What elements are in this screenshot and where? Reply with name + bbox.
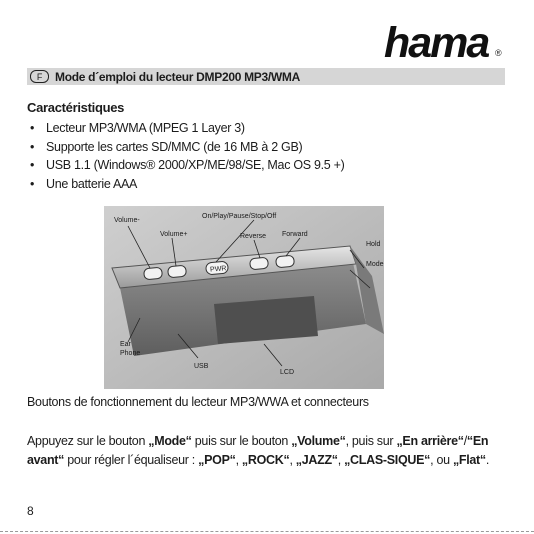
instruction-emphasis: „POP“ <box>198 452 236 467</box>
device-photo <box>104 206 384 389</box>
instruction-text: , <box>337 452 345 467</box>
instruction-text: pour régler l´équaliseur : <box>64 452 199 467</box>
instructions-paragraph <box>27 432 507 469</box>
instruction-emphasis: „En arrière“ <box>396 434 464 448</box>
registered-mark: ® <box>495 48 502 58</box>
bullet-icon: • <box>30 139 35 154</box>
list-item <box>27 156 344 175</box>
instruction-text: , ou <box>430 452 453 467</box>
figure-caption: Boutons de fonctionnement du lecteur MP3/WWA et connecteurs <box>27 395 369 409</box>
reverse-button <box>250 257 269 270</box>
instruction-text: , <box>235 452 242 467</box>
mode-label: Mode <box>366 261 384 268</box>
instruction-text: , puis sur <box>345 434 397 448</box>
language-badge: F <box>30 70 49 83</box>
instruction-emphasis: „JAZZ“ <box>295 452 338 467</box>
features-heading: Caractéristiques <box>27 100 125 115</box>
section-title: Mode d´emploi du lecteur DMP200 MP3/WMA <box>55 69 300 84</box>
volume-minus-label: Volume- <box>114 217 140 224</box>
list-item <box>27 119 344 138</box>
features-list <box>27 119 344 193</box>
page-number: 8 <box>27 504 34 518</box>
instruction-text: Appuyez sur le bouton <box>27 434 149 448</box>
bullet-icon: • <box>30 158 35 172</box>
list-item <box>27 175 344 194</box>
instruction-emphasis: „Volume“ <box>291 434 346 448</box>
instruction-text: , <box>289 452 296 467</box>
volume-minus-button <box>144 267 163 280</box>
forward-button <box>276 255 295 268</box>
instruction-emphasis: “En avant“ <box>27 434 489 467</box>
instruction-text: / <box>463 434 467 448</box>
lcd-label: LCD <box>280 369 295 376</box>
lcd-screen <box>214 296 318 344</box>
power-button-label: PWR <box>209 265 227 274</box>
device-illustration <box>104 206 384 389</box>
instruction-emphasis: „Flat“ <box>452 452 486 467</box>
list-item-text: USB 1.1 (Windows® 2000/XP/ME/98/SE, Mac OS 9.5 +) <box>46 158 345 172</box>
instruction-emphasis: „ROCK“ <box>241 452 290 467</box>
hama-logo: hama <box>384 19 489 67</box>
section-banner <box>27 68 505 85</box>
volume-plus-label: Volume+ <box>160 231 188 238</box>
list-item <box>27 138 344 157</box>
list-item-text: Supporte les cartes SD/MMC (de 16 MB à 2 GB) <box>46 139 303 154</box>
list-item-text: Lecteur MP3/WMA (MPEG 1 Layer 3) <box>46 121 245 135</box>
instruction-emphasis: „Mode“ <box>148 434 192 448</box>
bullet-icon: • <box>30 121 35 135</box>
on-play-label: On/Play/Pause/Stop/Off <box>202 213 277 220</box>
bottom-divider <box>0 531 534 532</box>
list-item-text: Une batterie AAA <box>46 176 138 191</box>
instruction-text: puis sur le bouton <box>191 434 292 448</box>
volume-plus-button <box>168 265 187 278</box>
hold-label: Hold <box>366 241 381 248</box>
bullet-icon: • <box>30 176 35 191</box>
forward-label: Forward <box>282 231 308 238</box>
ear-phone-label-2: Phone <box>120 350 141 357</box>
instruction-emphasis: „CLAS-SIQUE“ <box>344 452 431 467</box>
usb-label: USB <box>194 363 209 370</box>
instruction-text: . <box>485 452 490 467</box>
reverse-label: Reverse <box>240 233 267 240</box>
ear-phone-label-1: Ear <box>120 341 131 348</box>
